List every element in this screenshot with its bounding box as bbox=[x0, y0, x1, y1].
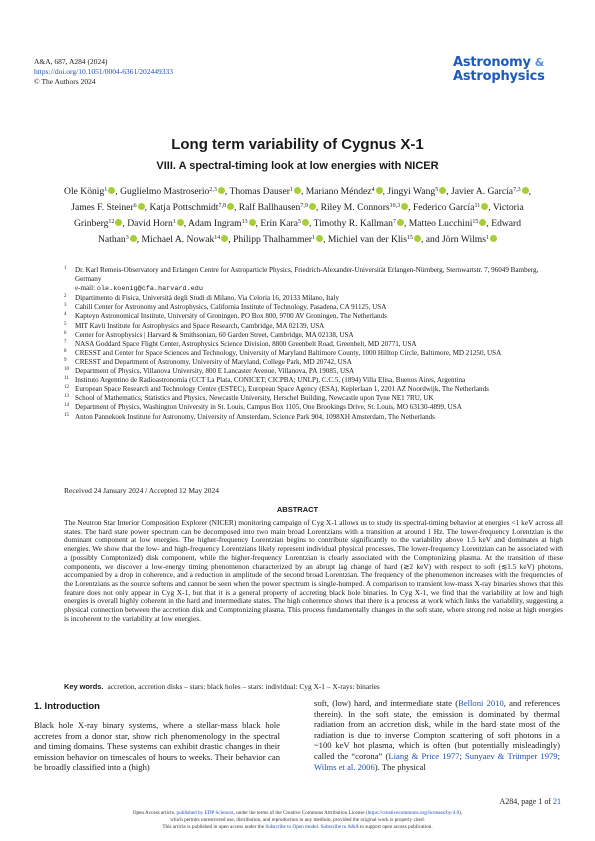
affiliation-number: 12 bbox=[64, 385, 69, 391]
author bbox=[409, 218, 487, 229]
orcid-icon[interactable] bbox=[397, 219, 404, 226]
affiliation-text: Cahill Center for Astronomy and Astrophysics, California Institute of Technology, Pasadena, CA 91125, USA bbox=[75, 303, 387, 312]
affiliation-item bbox=[64, 340, 564, 349]
page-number bbox=[499, 797, 561, 806]
abstract-text: The Neutron Star Interior Composition Explorer (NICER) monitoring campaign of Cyg X-1 allows us to study its spectral-timing behavior at energies <1 keV across all states. The hard state power spectrum can be decomposed into two main broad Lorentzians with a transition at around 1 Hz. The lower-frequency Lorentzian is the dominant component at low energies. The higher-frequency Lorentzian begins to contribute significantly to the variability above 1.5 keV and dominates at high energies. We show that the low- and high-frequency Lorentzians likely represent individual physical processes. The lower-frequency Lorentzian can be associated with a (possibly Comptonized) disk component, while the higher-frequency Lorentzian is clearly associated with the Comptonizing plasma. At the transition of these components, we discover a low-energy timing phenomenon characterized by an abrupt lag change of hard (≳2 keV) with respect to soft (≲1.5 keV) photons, accompanied by a drop in coherence, and a reduction in amplitude of the second broad Lorentzian. The frequency of the phenomenon increases with the frequencies of the Lorentzians as the source softens and cannot be seen when the power spectrum is single-humped. A comparison to transient low-mass X-ray binaries shows that this feature does not only appear in Cyg X-1, but that it is a general property of accreting black hole binaries. In Cyg X-1, we find that the variability at low and high energies is overall highly coherent in the hard and intermediate states. The high coherence shows that there is a process at work which links the variability, suggesting a physical connection between the accretion disk and Comptonizing plasma. This process fundamentally changes in the soft state, where strong red noise at high energies is incoherent to the variability at low energies. bbox=[64, 518, 563, 623]
orcid-icon[interactable] bbox=[376, 187, 383, 194]
affiliation-number: 5 bbox=[64, 321, 67, 327]
author-name: Adam Ingram bbox=[188, 218, 242, 229]
affiliation-number: 13 bbox=[64, 394, 69, 400]
intro-text-segment: ). The physical bbox=[374, 761, 426, 772]
affiliation-text: Kapteyn Astronomical Institute, University of Groningen, PO Box 800, 9700 AV Groningen, The Netherlands bbox=[75, 312, 387, 321]
affiliation-text: CRESST and Center for Space Sciences and Technology, University of Maryland Baltimore County, 1000 Hilltop Circle, Baltimore, MD 21250, USA bbox=[75, 348, 502, 357]
paper-title: Long term variability of Cygnus X-1 bbox=[171, 136, 424, 153]
affiliation-item bbox=[64, 403, 564, 412]
footer-text: , under the terms of the Creative Commons Attribution License ( bbox=[233, 810, 368, 816]
author-affiliation-marker: 5 bbox=[297, 219, 301, 225]
copyright-notice: © The Authors 2024 bbox=[34, 77, 96, 86]
affiliation-item bbox=[64, 394, 564, 403]
orcid-icon[interactable] bbox=[481, 203, 488, 210]
affiliation-number: 3 bbox=[64, 303, 67, 309]
journal-logo-line2: Astrophysics bbox=[453, 69, 545, 84]
author-name: James F. Steiner bbox=[71, 202, 134, 213]
affiliation-text: Department of Physics, Washington University in St. Louis, Campus Box 1105, One Brookings Drive, St. Louis, MO 63130-4899, USA bbox=[75, 403, 462, 412]
footer-text: Open Access article, bbox=[132, 810, 177, 816]
affiliation-number: 7 bbox=[64, 339, 67, 345]
journal-header bbox=[34, 57, 173, 87]
author bbox=[239, 202, 316, 213]
intro-text-segment: , and references therein). In the soft state, the emission is dominated by thermal radiation from an accretion disk, while in the hard state most of the radiation is due to inverse Compton scattering of soft photons in a ~100 keV hot plasma, which is often (but potentially misleadingly) called the “corona” ( bbox=[314, 698, 560, 761]
affiliation-number: 2 bbox=[64, 294, 67, 300]
email-label: e-mail: bbox=[75, 284, 96, 293]
intro-text-segment: ; bbox=[459, 750, 466, 761]
page-total-link[interactable]: 21 bbox=[553, 797, 561, 806]
author-name: Victoria Grinberg bbox=[73, 202, 524, 229]
affiliation-number: 15 bbox=[64, 412, 69, 418]
author-affiliation-marker: 11 bbox=[474, 203, 481, 209]
author-affiliation-marker: 4 bbox=[371, 187, 375, 193]
author bbox=[314, 218, 404, 229]
orcid-icon[interactable] bbox=[249, 219, 256, 226]
footer-text: This article is published in open access under the bbox=[162, 823, 266, 830]
orcid-icon[interactable] bbox=[221, 235, 228, 242]
journal-logo-ampersand: & bbox=[534, 56, 545, 69]
affiliation-item bbox=[64, 294, 564, 303]
affiliation-item bbox=[64, 367, 564, 376]
orcid-icon[interactable] bbox=[316, 235, 323, 242]
affiliation-number: 9 bbox=[64, 357, 67, 363]
author-name: Michiel van der Klis bbox=[327, 234, 407, 245]
author-affiliation-marker: 3 bbox=[125, 235, 129, 241]
author-name: Michael A. Nowak bbox=[141, 234, 215, 245]
author-affiliation-marker: 7 bbox=[392, 219, 396, 225]
affiliation-item bbox=[64, 413, 564, 422]
author bbox=[328, 234, 421, 245]
journal-logo bbox=[453, 56, 563, 84]
affiliation-text: MIT Kavli Institute for Astrophysics and Space Research, Cambridge, MA 02139, USA bbox=[75, 321, 325, 330]
author-name: Matteo Lucchini bbox=[408, 218, 473, 229]
author-affiliation-marker: 15 bbox=[472, 219, 479, 225]
author-affiliation-marker: 10,3 bbox=[389, 203, 401, 209]
author bbox=[260, 218, 309, 229]
footer-line2: which permits unrestricted use, distribution, and reproduction in any medium, provided the original work is properly cited. bbox=[170, 816, 425, 823]
paper-subtitle: VIII. A spectral-timing look at low energies with NICER bbox=[156, 160, 439, 172]
affiliation-text: NASA Goddard Space Flight Center, Astrophysics Science Division, 8800 Greenbelt Road, Greenbelt, MD 20771, USA bbox=[75, 339, 417, 348]
keywords-text: accretion, accretion disks – stars: black holes – stars: individual: Cyg X-1 – X-rays: binaries bbox=[107, 682, 380, 691]
intro-left-column: Black hole X-ray binary systems, where a stellar-mass black hole accretes from a donor star, show rich phenomenology in the spectral and timing domains. These systems can exhibit drastic changes in their emission behavior on timescales of hours to weeks. Their behavior can be broadly classified into a (high) bbox=[34, 720, 280, 773]
author bbox=[188, 218, 256, 229]
author bbox=[229, 186, 300, 197]
affiliation-text: Dipartimento di Fisica, Università degli Studi di Milano, Via Celoria 16, 20133 Milano, Italy bbox=[75, 294, 340, 303]
affiliation-number: 10 bbox=[64, 367, 69, 373]
author-name: Jingyi Wang bbox=[387, 186, 436, 197]
author-name: Guglielmo Mastroserio bbox=[120, 186, 210, 197]
affiliation-text: Instituto Argentino de Radioastronomía (CCT La Plata, CONICET; CICPBA; UNLP), C.C.5, (1894) Villa Elisa, Buenos Aires, Argentina bbox=[75, 376, 466, 385]
orcid-icon[interactable] bbox=[309, 203, 316, 210]
citation-link[interactable]: Belloni 2010 bbox=[458, 698, 504, 708]
affiliation-number: 1 bbox=[64, 266, 67, 271]
author-name: Riley M. Connors bbox=[320, 202, 390, 213]
author-affiliation-marker: 6 bbox=[133, 203, 137, 209]
author-name: Philipp Thalhammer bbox=[233, 234, 313, 245]
author-name: Javier A. García bbox=[450, 186, 514, 197]
author-name: Edward Nathan bbox=[98, 218, 522, 245]
affiliation-number: 6 bbox=[64, 330, 67, 336]
author-affiliation-marker: 14 bbox=[214, 235, 221, 241]
orcid-icon[interactable] bbox=[218, 187, 225, 194]
citation-link[interactable]: Sunyaev & Trümper 1979 bbox=[465, 750, 558, 761]
author-affiliation-marker: 1 bbox=[289, 187, 293, 193]
affiliation-item bbox=[64, 358, 564, 367]
author-affiliation-marker: 13 bbox=[241, 219, 248, 225]
affiliation-text: Department of Physics, Villanova University, 800 E Lancaster Avenue, Villanova, PA 19085, USA bbox=[75, 367, 355, 376]
author-affiliation-marker: 5 bbox=[435, 187, 439, 193]
author-name: Timothy R. Kallman bbox=[313, 218, 393, 229]
affiliation-item bbox=[64, 312, 564, 321]
citation-link[interactable]: Wilms et al. 2006 bbox=[314, 761, 375, 772]
orcid-icon[interactable] bbox=[401, 203, 408, 210]
affiliation-number: 11 bbox=[64, 376, 69, 382]
affiliation-text: CRESST and Department of Astronomy, University of Maryland, College Park, MD 20742, USA bbox=[75, 357, 352, 366]
publisher-link[interactable]: published by EDP Sciences bbox=[176, 810, 234, 816]
author bbox=[120, 186, 225, 197]
orcid-icon[interactable] bbox=[414, 235, 421, 242]
footer-text: ), bbox=[459, 810, 463, 816]
affiliation-item bbox=[64, 322, 564, 331]
footer-text: . bbox=[317, 823, 321, 830]
author-affiliation-marker: 1 bbox=[312, 235, 316, 241]
intro-text-segment: ; bbox=[557, 750, 560, 761]
orcid-icon[interactable] bbox=[227, 203, 234, 210]
affiliation-text: European Space Research and Technology Centre (ESTEC), European Space Agency (ESA), Keplerlaan 1, 2201 AZ Noordwijk, The Netherlands bbox=[75, 385, 489, 394]
author bbox=[413, 202, 488, 213]
keywords-label: Key words. bbox=[64, 682, 104, 691]
affiliation-text: School of Mathematics, Statistics and Physics, Newcastle University, Herschel Building, Newcastle upon Tyne NE1 7RU, UK bbox=[75, 394, 434, 403]
intro-right-column bbox=[314, 698, 560, 772]
orcid-icon[interactable] bbox=[138, 203, 145, 210]
affiliation-text: Dr. Karl Remeis-Observatory and Erlangen Centre for Astroparticle Physics, Friedrich-Alexander-Universität Erlangen-Nürnberg, Sternwartstr. 7, 96049 Bamberg, Germany bbox=[75, 266, 539, 284]
orcid-icon[interactable] bbox=[294, 187, 301, 194]
affiliation-text: Anton Pannekoek Institute for Astronomy, University of Amsterdam, Science Park 904, 1098XH Amsterdam, The Netherlands bbox=[75, 412, 435, 421]
affiliation-list bbox=[64, 266, 564, 422]
journal-logo-line1: Astronomy bbox=[453, 55, 531, 70]
author-name: David Horn bbox=[127, 218, 173, 229]
author-affiliation-marker: 7,3 bbox=[513, 187, 521, 193]
received-dates: Received 24 January 2024 / Accepted 12 May 2024 bbox=[64, 486, 219, 495]
author-affiliation-marker: 7,8 bbox=[218, 203, 226, 209]
orcid-icon[interactable] bbox=[108, 187, 115, 194]
author-list: Ole König$^1$ , Guglielmo Mastroserio$^{2,3}$ , Thomas Dauser$^1$ , Mariano Méndez$^4$ , Jingyi Wang$^5$ , Javier A. García$^{7,3}$ , James F. Steiner$^6$ , Katja Pottschmidt$^{7,8}$ , Ralf Ballhausen$^{7,9}$ , Riley M. Connors$^{10,3}$ , Federico García$^{11}$ , Victoria Grinberg$^{12}$ , David Horn$^1$ , Adam Ingram$^{13}$ , Erin Kara$^5$ , Timothy R. Kallman$^7$ , Matteo Lucchini$^{15}$ , Edward Nathan$^3$ , Michael A. Nowak$^{14}$ , Philipp Thalhammer$^1$ , Michiel van der Klis$^{15}$ , and Jörn Wilms$^1$ bbox=[64, 186, 531, 245]
open-access-footer bbox=[40, 810, 555, 830]
keywords bbox=[64, 682, 563, 691]
license-link[interactable]: https://creativecommons.org/licenses/by/4.0 bbox=[367, 810, 460, 816]
orcid-icon[interactable] bbox=[115, 219, 122, 226]
doi-link[interactable]: https://doi.org/10.1051/0004-6361/202449333 bbox=[34, 67, 174, 76]
author-affiliation-marker: 15 bbox=[406, 235, 413, 241]
author bbox=[149, 202, 234, 213]
affiliation-item bbox=[64, 266, 564, 294]
abstract-heading: ABSTRACT bbox=[276, 505, 319, 514]
author-name: Jörn Wilms bbox=[442, 234, 486, 245]
journal-reference: A&A, 687, A284 (2024) bbox=[34, 57, 108, 66]
s2o-link[interactable]: Subscribe to Open model bbox=[265, 823, 318, 830]
author-name: Mariano Méndez bbox=[305, 186, 372, 197]
email-link[interactable]: ole.koenig@cfa.harvard.edu bbox=[96, 285, 203, 294]
orcid-icon[interactable] bbox=[130, 235, 137, 242]
author bbox=[142, 234, 229, 245]
orcid-icon[interactable] bbox=[302, 219, 309, 226]
author bbox=[71, 202, 144, 213]
affiliation-number: 14 bbox=[64, 403, 69, 409]
affiliation-item bbox=[64, 303, 564, 312]
page-number-prefix: A284, page 1 of bbox=[499, 797, 553, 806]
author-affiliation-marker: 2,3 bbox=[209, 187, 217, 193]
author-affiliation-marker: 1 bbox=[104, 187, 108, 193]
author-name: Thomas Dauser bbox=[229, 186, 290, 197]
author bbox=[442, 234, 497, 245]
footer-line3 bbox=[40, 824, 555, 831]
affiliation-item bbox=[64, 385, 564, 394]
author-affiliation-marker: 1 bbox=[172, 219, 176, 225]
author bbox=[64, 186, 115, 197]
author-name: Erin Kara bbox=[260, 218, 298, 229]
section-heading-introduction: 1. Introduction bbox=[34, 701, 100, 712]
footer-text: to support open access publication. bbox=[358, 823, 433, 830]
author-affiliation-marker: 12 bbox=[108, 219, 115, 225]
orcid-icon[interactable] bbox=[439, 187, 446, 194]
author-conjunction: and bbox=[425, 234, 440, 245]
footer-line1 bbox=[40, 810, 555, 817]
orcid-icon[interactable] bbox=[177, 219, 184, 226]
author bbox=[127, 218, 184, 229]
affiliation-item bbox=[64, 349, 564, 358]
orcid-icon[interactable] bbox=[522, 187, 529, 194]
author bbox=[233, 234, 323, 245]
citation-link[interactable]: Liang & Price 1977 bbox=[388, 750, 460, 761]
affiliation-text: Center for Astrophysics | Harvard & Smithsonian, 60 Garden Street, Cambridge, MA 02138, USA bbox=[75, 330, 354, 339]
intro-text-segment: soft, (low) hard, and intermediate state ( bbox=[314, 698, 459, 708]
author-name: Federico García bbox=[412, 202, 475, 213]
author bbox=[387, 186, 446, 197]
author bbox=[306, 186, 383, 197]
author-name: Ole König bbox=[64, 186, 105, 197]
author-affiliation-marker: 7,9 bbox=[300, 203, 308, 209]
affiliation-item bbox=[64, 376, 564, 385]
orcid-icon[interactable] bbox=[479, 219, 486, 226]
affiliation-item bbox=[64, 331, 564, 340]
subscribe-link[interactable]: Subscribe to A&A bbox=[320, 823, 359, 830]
author-affiliation-marker: 1 bbox=[486, 235, 489, 241]
author-name: Katja Pottschmidt bbox=[149, 202, 219, 213]
author bbox=[321, 202, 409, 213]
author-name: Ralf Ballhausen bbox=[238, 202, 301, 213]
affiliation-number: 8 bbox=[64, 348, 67, 354]
affiliation-number: 4 bbox=[64, 312, 67, 318]
orcid-icon[interactable] bbox=[490, 235, 497, 242]
author bbox=[451, 186, 529, 197]
